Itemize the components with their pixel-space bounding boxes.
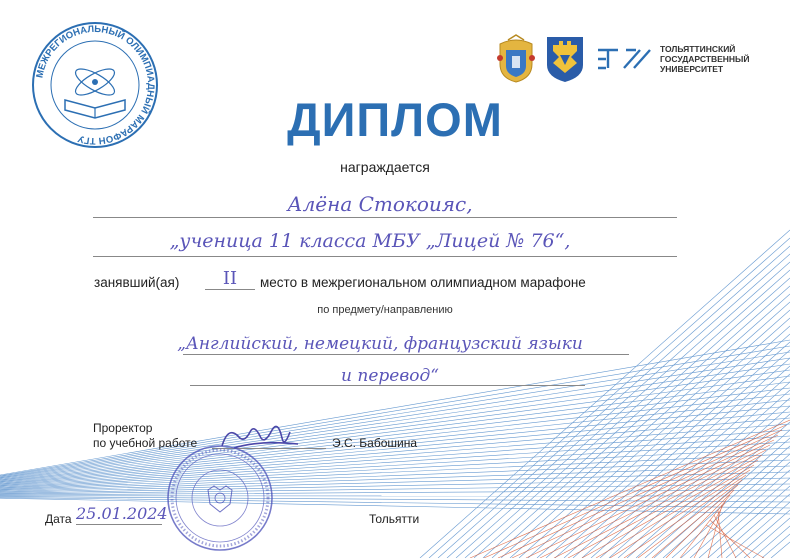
deco-line-blue [762, 534, 790, 558]
deco-line-blue [753, 526, 790, 558]
date-label: Дата [45, 512, 72, 526]
crest-icon [494, 34, 538, 84]
date-value: 25.01.2024 [76, 504, 168, 523]
school-underline [93, 256, 677, 257]
university-name [660, 44, 760, 74]
place-value: II [222, 268, 238, 289]
city-label: Тольятти [369, 512, 420, 526]
deco-line-red [638, 480, 742, 558]
university-name-line-2: ГОСУДАРСТВЕННЫЙ [660, 54, 750, 64]
subject-line-2: и перевод“ [341, 366, 439, 386]
subject-underline-1 [183, 354, 629, 355]
deco-line-blue [582, 374, 790, 558]
deco-line-blue [528, 326, 790, 558]
signer-name: Э.С. Бабошина [332, 436, 418, 450]
deco-line-blue [0, 497, 790, 502]
tsu-logo-icon [596, 46, 656, 72]
subject-label: по предмету/направлению [317, 304, 453, 316]
university-name-line-1: ТОЛЬЯТТИНСКИЙ [660, 44, 736, 54]
signer-position-line-2: по учебной работе [93, 436, 198, 450]
deco-line-blue [771, 542, 790, 558]
university-name-line-3: УНИВЕРСИТЕТ [660, 64, 724, 74]
deco-line-red [706, 525, 764, 558]
subject-line-1: „Английский, немецкий, французский языки [177, 334, 583, 354]
deco-line-blue [672, 454, 790, 558]
deco-line-blue [726, 502, 790, 558]
deco-line-blue [744, 518, 790, 558]
place-underline [205, 289, 255, 290]
place-prefix: занявший(ая) [94, 275, 180, 290]
deco-line-red [470, 420, 790, 558]
signer-position-line-1: Проректор [93, 421, 153, 435]
awarded-label: награждается [340, 159, 430, 175]
deco-line-blue [717, 494, 790, 558]
deco-line-blue [735, 510, 790, 558]
place-suffix: место в межрегиональном олимпиадном марафоне [260, 275, 586, 290]
deco-line-red [582, 460, 758, 558]
recipient-name: Алёна Стокоияс, [287, 192, 473, 216]
deco-line-blue [474, 278, 790, 558]
diploma-title: ДИПЛОМ [287, 93, 503, 146]
deco-line-blue [708, 486, 790, 558]
togliatti-shield [545, 35, 585, 83]
deco-line-red [596, 465, 754, 558]
subject-underline-2 [190, 385, 585, 386]
deco-line-red [568, 455, 762, 558]
deco-line-blue [618, 406, 790, 558]
shield-icon [545, 35, 585, 83]
date-underline [76, 524, 162, 525]
olympiad-ring-text: МЕЖРЕГИОНАЛЬНЫЙ ОЛИМПИАДНЫЙ МАРАФОН ТГУ [34, 23, 157, 147]
deco-line-blue [438, 246, 790, 558]
official-seal-stamp [162, 442, 278, 554]
name-underline [93, 217, 677, 218]
deco-line-blue [573, 366, 790, 558]
deco-line-blue [654, 438, 790, 558]
tsu-logo-mark [596, 46, 656, 72]
deco-line-blue [591, 382, 790, 558]
samara-coat-of-arms [494, 34, 538, 84]
deco-line-red [666, 490, 734, 558]
recipient-school: „ученица 11 класса МБУ „Лицей № 76“, [169, 230, 571, 252]
